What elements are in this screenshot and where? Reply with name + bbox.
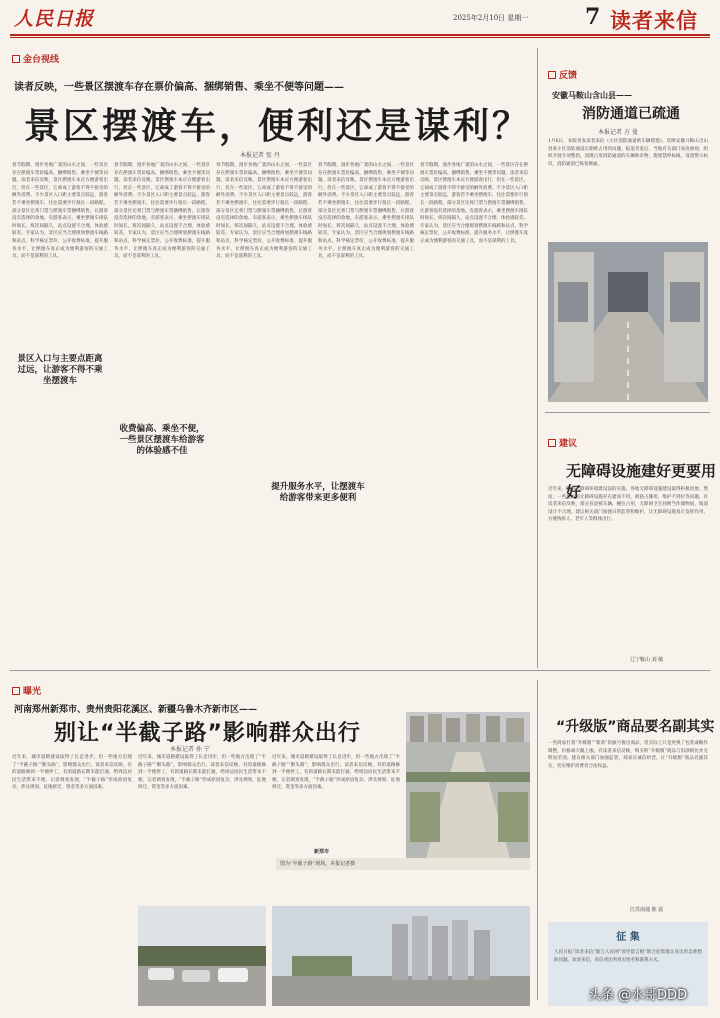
section-label-suggestion [548, 436, 577, 449]
road-photo-buildings [272, 906, 530, 1006]
main-body-col3: 春节假期，漫步各地广袤的山水之间，一些景区存在摆渡车票价偏高、捆绑销售、乘坐不便等问题。读者来信反映，景区摆渡车本应方便游客出行，但在一些景区，它却成了游客不得不接受的额外消费。不少景区入口距主要景点较远，游客若不乘坐摆渡车，往往需要步行很长一段路程。部分景区还将门票与摆渡车票捆绑销售，让游客没有选择的余地。有游客表示，乘坐摆渡车排队时间长，班次间隔久，站点设置不合理，体验感较差。专家认为，景区应当合理规划摆渡车线路和站点，科学核定票价，公开收费标准，提升服务水平，让摆渡车真正成为便利游客的交通工具，而不是谋利的工具。 [216, 163, 312, 260]
exposure-photo-label: 新郑市 [314, 849, 330, 855]
main-body-col4: 春节假期，漫步各地广袤的山水之间，一些景区存在摆渡车票价偏高、捆绑销售、乘坐不便等问题。读者来信反映，景区摆渡车本应方便游客出行，但在一些景区，它却成了游客不得不接受的额外消费。不少景区入口距主要景点较远，游客若不乘坐摆渡车，往往需要步行很长一段路程。部分景区还将门票与摆渡车票捆绑销售，让游客没有选择的余地。有游客表示，乘坐摆渡车排队时间长，班次间隔久，站点设置不合理，体验感较差。专家认为，景区应当合理规划摆渡车线路和站点，科学核定票价，公开收费标准，提升服务水平，让摆渡车真正成为便利游客的交通工具，而不是谋利的工具。 [318, 163, 414, 260]
feedback-kicker: 安徽马鞍山含山县—— [552, 90, 632, 100]
feedback-body: 1月6日，本版刊发读者来信《小区消防通道被车辆堵塞》，反映安徽马鞍山含山县某小区消防通道长期被占用的问题。报道刊发后，当地有关部门高度重视，组织开展专项整治，清理占用消防通道的车辆和杂物，施划禁停标线，设置警示标识，消防通道已恢复畅通。 [548, 139, 708, 167]
main-kicker: 读者反映，一些景区摆渡车存在票价偏高、捆绑销售、乘坐不便等问题—— [14, 82, 344, 93]
suggestion-signature: 辽宁鞍山 刘 敏 [630, 657, 664, 663]
exposure-body-col3: 近年来，城市道路建设取得了长足进步，但一些地方出现了“半截子路”“断头路”，影响群众出行。读者来信反映，有的道路修到一半便停工，有的道路长期未能打通，给周边居民生活带来不便。记者调查发现，“半截子路”形成原因复杂，涉及规划、征地拆迁、资金等多方面因素。 [272, 755, 400, 791]
fire-lane-photo [548, 242, 708, 402]
page-number: 7 [585, 4, 601, 30]
upgrade-headline: “升级版”商品要名副其实 [556, 719, 715, 735]
masthead-rule [10, 34, 710, 36]
section-marker-icon [548, 439, 556, 447]
exposure-body-col1: 近年来，城市道路建设取得了长足进步，但一些地方出现了“半截子路”“断头路”，影响群众出行。读者来信反映，有的道路修到一半便停工，有的道路长期未能打通，给周边居民生活带来不便。记者调查发现，“半截子路”形成原因复杂，涉及规划、征地拆迁、资金等多方面因素。 [12, 755, 132, 791]
main-headline: 景区摆渡车，便利还是谋利？ [24, 106, 532, 147]
masthead-date: 2025年2月10日 星期一 [453, 14, 529, 22]
section-marker-icon [548, 71, 556, 79]
section-divider [545, 412, 710, 413]
zhengji-title: 征 集 [616, 932, 640, 943]
main-subhead-3: 提升服务水平，让摆渡车给游客带来更多便利 [270, 478, 366, 508]
column-divider [537, 680, 538, 1000]
section-marker-icon [12, 687, 20, 695]
feedback-headline: 消防通道已疏通 [582, 106, 680, 122]
zhengji-body: 人民日报“读者来信”版与人民网“领导留言板”联合征集群众身边的急难愁盼问题。欢迎来信，来信请注明真实姓名和联系方式。 [554, 950, 702, 963]
section-label-jintai [12, 52, 59, 65]
road-photo-aerial [406, 712, 530, 858]
section-label-feedback [548, 68, 577, 81]
fire-lane-illustration [548, 242, 708, 402]
main-byline: 本报记者 张 丹 [240, 152, 280, 159]
section-label-exposure [12, 684, 41, 697]
exposure-kicker: 河南郑州新郑市、贵州贵阳花溪区、新疆乌鲁木齐新市区—— [14, 705, 258, 715]
feedback-byline: 本报记者 方 曼 [598, 129, 638, 136]
section-text: 反馈 [559, 71, 578, 81]
upgrade-signature: 江苏南通 陈 晨 [630, 907, 664, 913]
section-divider [10, 670, 710, 671]
page-name: 读者来信 [610, 8, 698, 33]
main-subhead-2: 收费偏高、乘坐不便，一些景区摆渡车给游客的体验感不佳 [116, 420, 208, 461]
watermark: 头条 @水哥DDD [588, 988, 688, 1003]
main-body-col2: 春节假期，漫步各地广袤的山水之间，一些景区存在摆渡车票价偏高、捆绑销售、乘坐不便等问题。读者来信反映，景区摆渡车本应方便游客出行，但在一些景区，它却成了游客不得不接受的额外消费。不少景区入口距主要景点较远，游客若不乘坐摆渡车，往往需要步行很长一段路程。部分景区还将门票与摆渡车票捆绑销售，让游客没有选择的余地。有游客表示，乘坐摆渡车排队时间长，班次间隔久，站点设置不合理，体验感较差。专家认为，景区应当合理规划摆渡车线路和站点，科学核定票价，公开收费标准，提升服务水平，让摆渡车真正成为便利游客的交通工具，而不是谋利的工具。 [114, 163, 210, 260]
exposure-body-col2: 近年来，城市道路建设取得了长足进步，但一些地方出现了“半截子路”“断头路”，影响群众出行。读者来信反映，有的道路修到一半便停工，有的道路长期未能打通，给周边居民生活带来不便。记者调查发现，“半截子路”形成原因复杂，涉及规划、征地拆迁、资金等多方面因素。 [138, 755, 266, 791]
masthead-logo: 人民日报 [14, 8, 95, 30]
exposure-headline: 别让“半截子路”影响群众出行 [54, 721, 361, 746]
road-cars-illustration [138, 906, 266, 1006]
main-subhead-1: 景区入口与主要点距离过远，让游客不得不乘坐摆渡车 [14, 350, 106, 391]
road-aerial-illustration [406, 712, 530, 858]
section-text: 曝光 [23, 687, 42, 697]
road-photo-cars [138, 906, 266, 1006]
column-divider [537, 48, 538, 668]
upgrade-body: 一些商家打着“升级版”“新款”的旗号推出商品，但实际上只是更换了包装或略作调整，价格却大幅上涨。有读者来信反映，购买的“升级版”商品与旧款相比并无明显差别。建议相关部门加强监管，商家应诚信经营，让“升级版”商品名副其实，切实维护消费者合法权益。 [548, 741, 708, 769]
section-text: 建议 [559, 439, 578, 449]
section-text: 金台视线 [23, 55, 60, 65]
road-buildings-illustration [272, 906, 530, 1006]
exposure-byline: 本报记者 孙 宁 [170, 746, 210, 753]
suggestion-body: 近年来，随着无障碍环境建设法的实施，各地无障碍设施建设取得积极进展。然而，一些地方的无障碍设施存在建而不用、被挤占挪用、维护不到位等问题。有读者来信反映，部分盲道被车辆、摊位占用，无障碍卫生间被当作储物间，坡道设计不合理。建议相关部门加强日常监管和维护，让无障碍设施真正发挥作用，方便残疾人、老年人等群体出行。 [548, 487, 708, 523]
main-body-col5: 春节假期，漫步各地广袤的山水之间，一些景区存在摆渡车票价偏高、捆绑销售、乘坐不便等问题。读者来信反映，景区摆渡车本应方便游客出行，但在一些景区，它却成了游客不得不接受的额外消费。不少景区入口距主要景点较远，游客若不乘坐摆渡车，往往需要步行很长一段路程。部分景区还将门票与摆渡车票捆绑销售，让游客没有选择的余地。有游客表示，乘坐摆渡车排队时间长，班次间隔久，站点设置不合理，体验感较差。专家认为，景区应当合理规划摆渡车线路和站点，科学核定票价，公开收费标准，提升服务水平，让摆渡车真正成为便利游客的交通工具，而不是谋利的工具。 [420, 163, 528, 244]
suggestion-headline: 无障碍设施建好更要用好 [566, 462, 717, 501]
main-body-col1: 春节假期，漫步各地广袤的山水之间，一些景区存在摆渡车票价偏高、捆绑销售、乘坐不便等问题。读者来信反映，景区摆渡车本应方便游客出行，但在一些景区，它却成了游客不得不接受的额外消费。不少景区入口距主要景点较远，游客若不乘坐摆渡车，往往需要步行很长一段路程。部分景区还将门票与摆渡车票捆绑销售，让游客没有选择的余地。有游客表示，乘坐摆渡车排队时间长，班次间隔久，站点设置不合理，体验感较差。专家认为，景区应当合理规划摆渡车线路和站点，科学核定票价，公开收费标准，提升服务水平，让摆渡车真正成为便利游客的交通工具，而不是谋利的工具。 [12, 163, 108, 260]
exposure-photo-caption: 图为“半截子路”现场。本报记者摄 [276, 858, 530, 870]
section-marker-icon [12, 55, 20, 63]
masthead-rule-thin [10, 37, 710, 38]
